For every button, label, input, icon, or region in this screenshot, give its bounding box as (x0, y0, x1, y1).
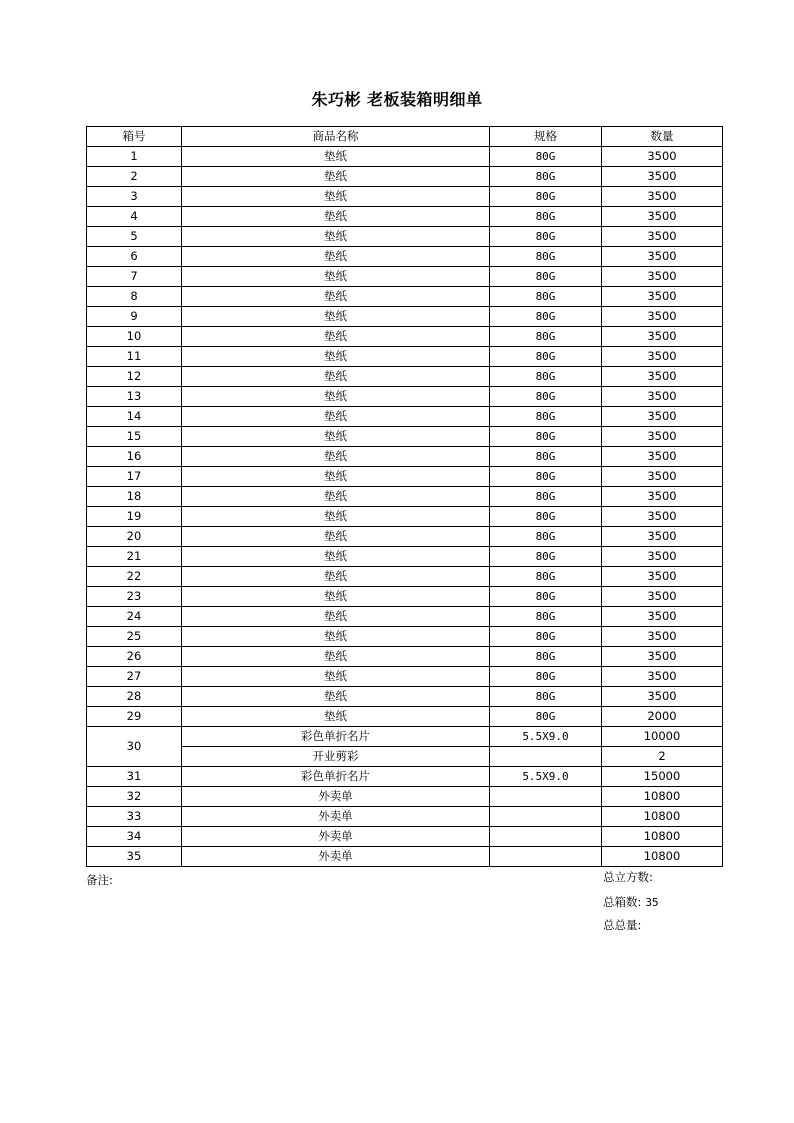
quantity-cell: 3500 (602, 487, 723, 507)
total-boxes-label: 总箱数: (603, 895, 642, 909)
product-name-cell: 垫纸 (182, 227, 490, 247)
box-number-cell: 5 (87, 227, 182, 247)
table-row (87, 567, 723, 587)
table-header-row (87, 127, 723, 147)
box-number-cell: 12 (87, 367, 182, 387)
table-row (87, 147, 723, 167)
box-number-cell: 25 (87, 627, 182, 647)
table-row (87, 787, 723, 807)
box-number-cell: 23 (87, 587, 182, 607)
box-number-cell: 4 (87, 207, 182, 227)
product-name-cell: 垫纸 (182, 387, 490, 407)
remarks-label: 备注: (86, 873, 113, 887)
quantity-cell: 3500 (602, 687, 723, 707)
header-product-name: 商品名称 (182, 127, 490, 147)
table-row (87, 307, 723, 327)
box-number-cell: 31 (87, 767, 182, 787)
quantity-cell: 10800 (602, 827, 723, 847)
product-name-cell: 垫纸 (182, 327, 490, 347)
quantity-cell: 3500 (602, 627, 723, 647)
specification-cell: 80G (490, 287, 602, 307)
table-row (87, 767, 723, 787)
product-name-cell: 垫纸 (182, 607, 490, 627)
quantity-cell: 3500 (602, 587, 723, 607)
quantity-cell: 3500 (602, 407, 723, 427)
box-number-cell: 2 (87, 167, 182, 187)
specification-cell: 80G (490, 447, 602, 467)
box-number-cell: 27 (87, 667, 182, 687)
box-number-cell: 26 (87, 647, 182, 667)
table-row (87, 627, 723, 647)
specification-cell: 80G (490, 227, 602, 247)
quantity-cell: 15000 (602, 767, 723, 787)
box-number-cell: 6 (87, 247, 182, 267)
specification-cell (490, 747, 602, 767)
table-row (87, 407, 723, 427)
quantity-cell: 3500 (602, 347, 723, 367)
total-boxes-value: 35 (645, 896, 659, 909)
box-number-cell: 24 (87, 607, 182, 627)
product-name-cell: 外卖单 (182, 827, 490, 847)
box-number-cell: 14 (87, 407, 182, 427)
product-name-cell: 垫纸 (182, 647, 490, 667)
product-name-cell: 垫纸 (182, 667, 490, 687)
quantity-cell: 3500 (602, 567, 723, 587)
table-row (87, 227, 723, 247)
product-name-cell: 垫纸 (182, 687, 490, 707)
product-name-cell: 垫纸 (182, 547, 490, 567)
specification-cell: 80G (490, 187, 602, 207)
product-name-cell: 垫纸 (182, 707, 490, 727)
product-name-cell: 垫纸 (182, 167, 490, 187)
table-row (87, 847, 723, 867)
header-specification: 规格 (490, 127, 602, 147)
quantity-cell: 3500 (602, 447, 723, 467)
product-name-cell: 垫纸 (182, 407, 490, 427)
table-row (87, 367, 723, 387)
box-number-cell: 28 (87, 687, 182, 707)
product-name-cell: 彩色单折名片 (182, 767, 490, 787)
product-name-cell: 外卖单 (182, 787, 490, 807)
quantity-cell: 3500 (602, 287, 723, 307)
box-number-cell: 13 (87, 387, 182, 407)
specification-cell: 80G (490, 607, 602, 627)
specification-cell: 80G (490, 507, 602, 527)
total-weight-label: 总总量: (603, 918, 642, 932)
quantity-cell: 3500 (602, 327, 723, 347)
specification-cell (490, 787, 602, 807)
table-row (87, 467, 723, 487)
table-row (87, 827, 723, 847)
specification-cell: 80G (490, 407, 602, 427)
specification-cell: 80G (490, 387, 602, 407)
box-number-cell: 18 (87, 487, 182, 507)
table-row (87, 707, 723, 727)
specification-cell: 5.5X9.0 (490, 727, 602, 747)
specification-cell (490, 827, 602, 847)
box-number-cell: 9 (87, 307, 182, 327)
total-volume (603, 869, 657, 885)
specification-cell: 80G (490, 707, 602, 727)
box-number-cell: 17 (87, 467, 182, 487)
product-name-cell: 垫纸 (182, 567, 490, 587)
box-number-cell: 34 (87, 827, 182, 847)
product-name-cell: 垫纸 (182, 447, 490, 467)
product-name-cell: 垫纸 (182, 267, 490, 287)
box-number-cell: 8 (87, 287, 182, 307)
total-volume-label: 总立方数: (603, 870, 653, 884)
quantity-cell: 3500 (602, 247, 723, 267)
product-name-cell: 垫纸 (182, 247, 490, 267)
specification-cell: 80G (490, 527, 602, 547)
table-row (87, 647, 723, 667)
product-name-cell: 垫纸 (182, 367, 490, 387)
table-row (87, 447, 723, 467)
table-row (87, 347, 723, 367)
box-number-cell: 16 (87, 447, 182, 467)
table-row (87, 287, 723, 307)
table-row (87, 727, 723, 747)
box-number-cell: 21 (87, 547, 182, 567)
header-quantity: 数量 (602, 127, 723, 147)
quantity-cell: 3500 (602, 547, 723, 567)
table-row (87, 487, 723, 507)
specification-cell: 80G (490, 627, 602, 647)
box-number-cell: 15 (87, 427, 182, 447)
box-number-cell: 20 (87, 527, 182, 547)
product-name-cell: 垫纸 (182, 347, 490, 367)
quantity-cell: 2000 (602, 707, 723, 727)
quantity-cell: 3500 (602, 667, 723, 687)
quantity-cell: 3500 (602, 267, 723, 287)
quantity-cell: 10000 (602, 727, 723, 747)
specification-cell: 80G (490, 207, 602, 227)
specification-cell: 80G (490, 587, 602, 607)
total-boxes (603, 894, 659, 910)
quantity-cell: 3500 (602, 527, 723, 547)
specification-cell (490, 847, 602, 867)
quantity-cell: 3500 (602, 607, 723, 627)
quantity-cell: 3500 (602, 367, 723, 387)
table-row (87, 587, 723, 607)
total-weight (603, 917, 645, 933)
packing-list-table (86, 126, 723, 867)
product-name-cell: 垫纸 (182, 307, 490, 327)
product-name-cell: 垫纸 (182, 187, 490, 207)
product-name-cell: 垫纸 (182, 627, 490, 647)
product-name-cell: 外卖单 (182, 847, 490, 867)
table-row (87, 667, 723, 687)
product-name-cell: 垫纸 (182, 427, 490, 447)
quantity-cell: 10800 (602, 847, 723, 867)
table-row (87, 167, 723, 187)
product-name-cell: 垫纸 (182, 207, 490, 227)
document-title: 朱巧彬 老板装箱明细单 (311, 90, 483, 109)
product-name-cell: 垫纸 (182, 507, 490, 527)
specification-cell: 80G (490, 667, 602, 687)
product-name-cell: 垫纸 (182, 487, 490, 507)
specification-cell: 80G (490, 327, 602, 347)
box-number-cell: 32 (87, 787, 182, 807)
table-row (87, 607, 723, 627)
specification-cell: 5.5X9.0 (490, 767, 602, 787)
specification-cell: 80G (490, 167, 602, 187)
quantity-cell: 2 (602, 747, 723, 767)
table-row (87, 267, 723, 287)
quantity-cell: 3500 (602, 647, 723, 667)
box-number-cell: 7 (87, 267, 182, 287)
product-name-cell: 垫纸 (182, 527, 490, 547)
quantity-cell: 3500 (602, 187, 723, 207)
box-number-cell: 30 (87, 727, 182, 767)
product-name-cell: 垫纸 (182, 467, 490, 487)
quantity-cell: 10800 (602, 787, 723, 807)
specification-cell: 80G (490, 547, 602, 567)
specification-cell: 80G (490, 687, 602, 707)
table-row (87, 207, 723, 227)
specification-cell (490, 807, 602, 827)
specification-cell: 80G (490, 367, 602, 387)
table-row (87, 327, 723, 347)
product-name-cell: 垫纸 (182, 147, 490, 167)
product-name-cell: 彩色单折名片 (182, 727, 490, 747)
specification-cell: 80G (490, 247, 602, 267)
product-name-cell: 垫纸 (182, 587, 490, 607)
table-row (87, 187, 723, 207)
specification-cell: 80G (490, 307, 602, 327)
box-number-cell: 33 (87, 807, 182, 827)
table-row (87, 547, 723, 567)
quantity-cell: 3500 (602, 227, 723, 247)
quantity-cell: 3500 (602, 147, 723, 167)
specification-cell: 80G (490, 567, 602, 587)
box-number-cell: 35 (87, 847, 182, 867)
table-row (87, 687, 723, 707)
specification-cell: 80G (490, 427, 602, 447)
table-row (87, 527, 723, 547)
box-number-cell: 3 (87, 187, 182, 207)
quantity-cell: 3500 (602, 207, 723, 227)
box-number-cell: 1 (87, 147, 182, 167)
box-number-cell: 22 (87, 567, 182, 587)
quantity-cell: 3500 (602, 427, 723, 447)
quantity-cell: 3500 (602, 507, 723, 527)
specification-cell: 80G (490, 647, 602, 667)
box-number-cell: 29 (87, 707, 182, 727)
specification-cell: 80G (490, 147, 602, 167)
table-row (87, 427, 723, 447)
quantity-cell: 3500 (602, 307, 723, 327)
quantity-cell: 10800 (602, 807, 723, 827)
quantity-cell: 3500 (602, 387, 723, 407)
product-name-cell: 垫纸 (182, 287, 490, 307)
table-row (87, 387, 723, 407)
specification-cell: 80G (490, 347, 602, 367)
table-row (87, 747, 723, 767)
table-row (87, 247, 723, 267)
quantity-cell: 3500 (602, 167, 723, 187)
quantity-cell: 3500 (602, 467, 723, 487)
table-body (87, 147, 723, 867)
header-box-number: 箱号 (87, 127, 182, 147)
table-row (87, 807, 723, 827)
product-name-cell: 外卖单 (182, 807, 490, 827)
specification-cell: 80G (490, 467, 602, 487)
specification-cell: 80G (490, 267, 602, 287)
product-name-cell: 开业剪彩 (182, 747, 490, 767)
table-row (87, 507, 723, 527)
box-number-cell: 19 (87, 507, 182, 527)
specification-cell: 80G (490, 487, 602, 507)
box-number-cell: 11 (87, 347, 182, 367)
box-number-cell: 10 (87, 327, 182, 347)
